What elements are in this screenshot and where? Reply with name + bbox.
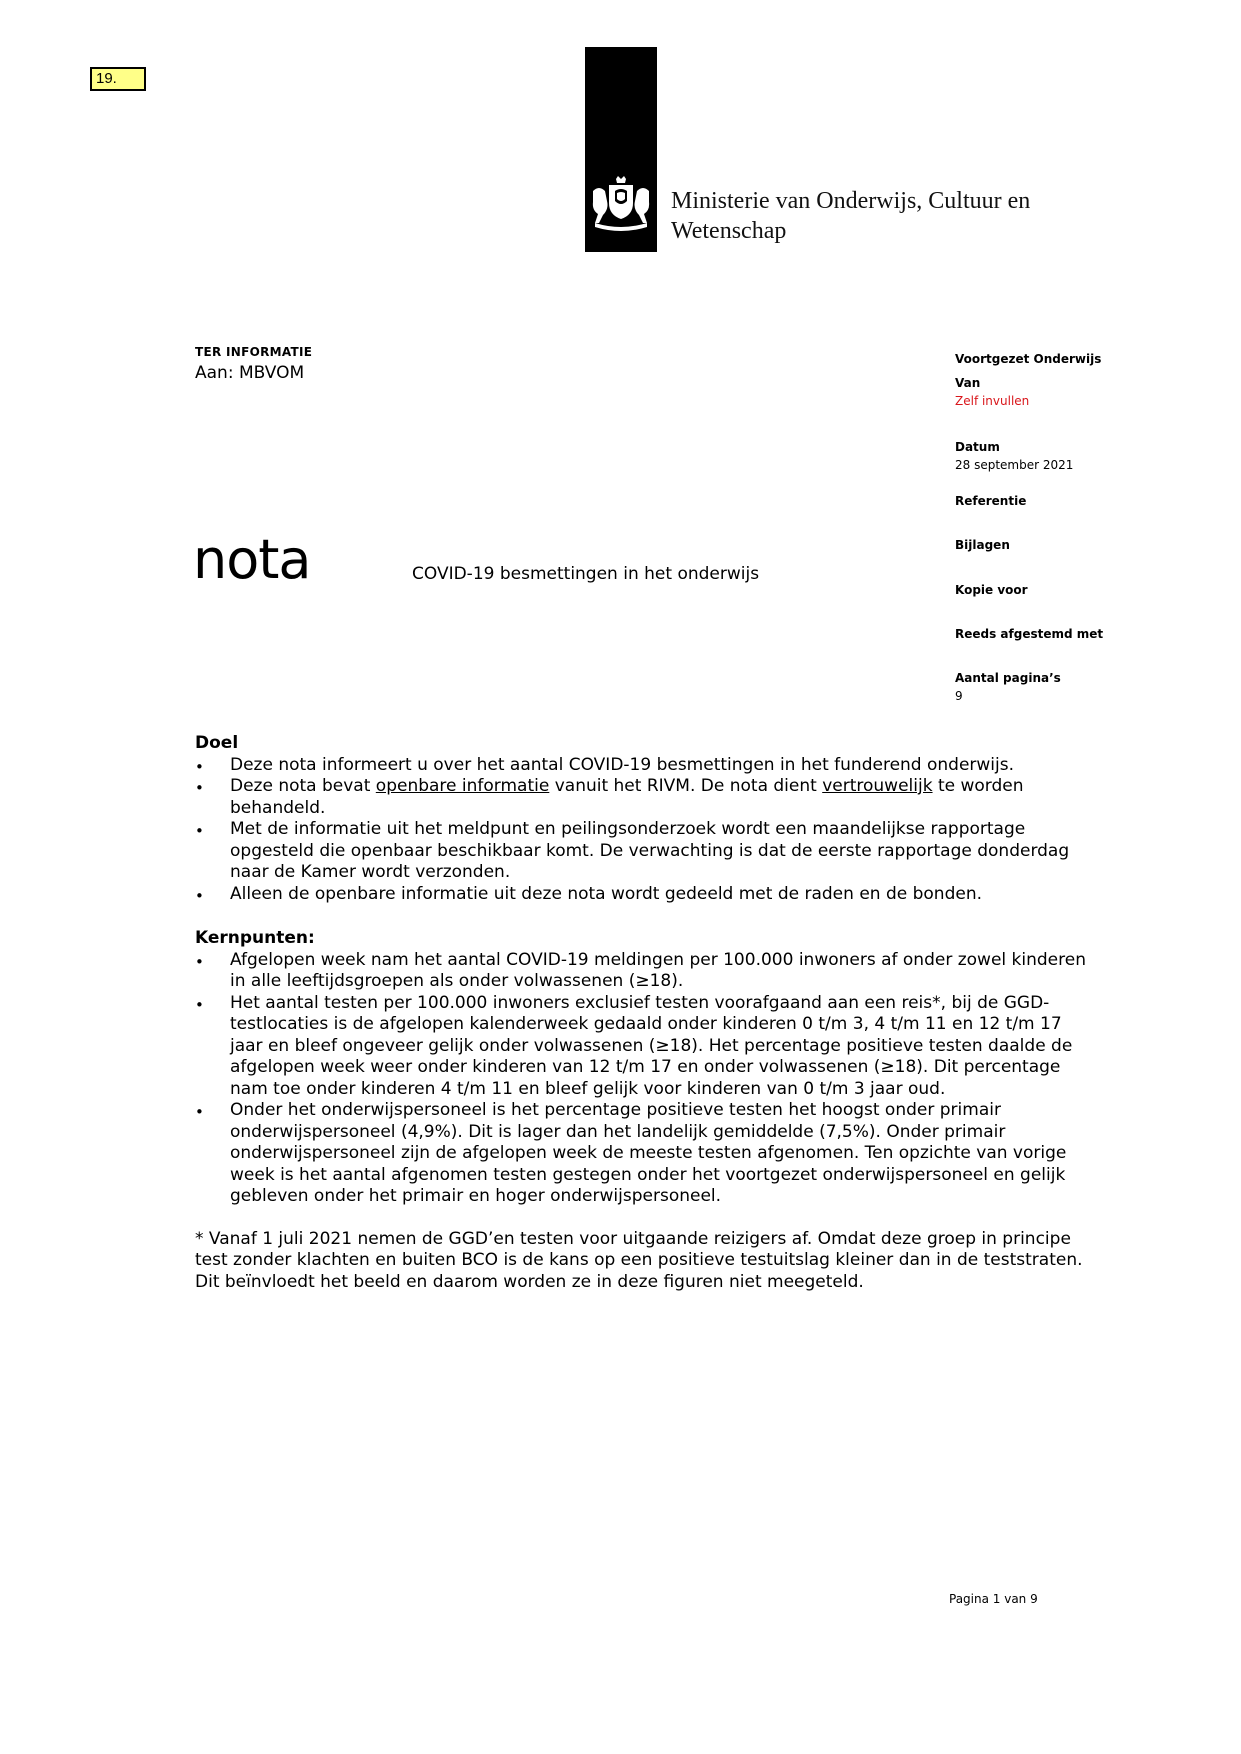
kernpunten-item-3: • Onder het onderwijspersoneel is het percentage positieve testen het hoogst onder primair onderwijspersoneel (4,9%). Dit is lager dan het landelijk gemiddelde (7,5%). Onder primair onderwijspersoneel zijn de afgelopen week de meeste testen afgenomen. Ten opzichte van vorige week is het aantal afgenomen testen gestegen onder het voortgezet onderwijspersoneel en gelijk gebleven onder het primair en hoger onderwijspersoneel. <box>195 1100 1095 1208</box>
ministry-name <box>671 186 1030 246</box>
meta-datum <box>955 440 1215 472</box>
meta-afgestemd <box>955 627 1215 641</box>
doel-item-2-mid: vanuit het RIVM. De nota dient <box>549 776 823 796</box>
meta-paginas-value: 9 <box>955 689 963 703</box>
meta-van-value: Zelf invullen <box>955 394 1030 408</box>
footnote: * Vanaf 1 juli 2021 nemen de GGD’en testen voor uitgaande reizigers af. Omdat deze groep in principe test zonder klachten en buiten BCO is de kans op een positieve testuitslag kleiner dan in de teststraten. Dit beïnvloedt het beeld en daarom worden ze in deze figuren niet meegeteld. <box>195 1228 1083 1292</box>
doel-item-2 <box>195 776 1095 819</box>
document-subject: COVID-19 besmettingen in het onderwijs <box>412 564 760 584</box>
page-number: Pagina 1 van 9 <box>949 1592 1038 1606</box>
rijksoverheid-logo-bar <box>585 47 657 252</box>
kernpunten-item-2: • Het aantal testen per 100.000 inwoners exclusief testen voorafgaand aan een reis*, bij de GGD-testlocaties is de afgelopen kalenderweek gedaald onder kinderen 0 t/m 3, 4 t/m 11 en 12 t/m 17 jaar en bleef ongeveer gelijk onder volwassenen (≥18). Het percentage positieve testen daalde de afgelopen week weer onder kinderen van 12 t/m 17 en onder volwassenen (≥18). Dit percentage nam toe onder kinderen 4 t/m 11 en bleef gelijk voor kinderen van 0 t/m 3 jaar oud. <box>195 993 1095 1101</box>
memo-body <box>195 733 1095 1310</box>
recipient: Aan: MBVOM <box>195 363 305 383</box>
openbare-informatie-underlined: openbare informatie <box>375 776 550 796</box>
meta-bijlagen-label: Bijlagen <box>955 538 1010 552</box>
royal-coat-of-arms-icon <box>589 175 653 231</box>
doel-item-2-post: te worden behandeld. <box>230 776 1024 818</box>
ministry-name-line1: Ministerie van Onderwijs, Cultuur en <box>671 188 1031 214</box>
meta-afgestemd-label: Reeds afgestemd met <box>955 627 1104 641</box>
meta-department-label: Voortgezet Onderwijs <box>955 352 1102 366</box>
document-number-stamp: 19. <box>90 67 146 91</box>
vertrouwelijk-underlined: vertrouwelijk <box>822 776 933 796</box>
meta-bijlagen <box>955 538 1215 552</box>
meta-paginas <box>955 671 1215 703</box>
document-type-title: nota <box>193 528 311 591</box>
doel-list <box>195 755 1095 906</box>
meta-kopie-label: Kopie voor <box>955 583 1028 597</box>
doel-item-1: • Deze nota informeert u over het aantal COVID-19 besmettingen in het funderend onderwijs. <box>195 755 1095 777</box>
ministry-name-line2: Wetenschap <box>671 218 787 244</box>
meta-datum-label: Datum <box>955 440 1000 454</box>
meta-department <box>955 352 1215 366</box>
kernpunten-list <box>195 950 1095 1208</box>
meta-van <box>955 376 1215 408</box>
meta-referentie <box>955 494 1215 508</box>
doel-item-3: • Met de informatie uit het meldpunt en peilingsonderzoek wordt een maandelijkse rapportage opgesteld die openbaar beschikbaar komt. De verwachting is dat de eerste rapportage donderdag naar de Kamer wordt verzonden. <box>195 819 1095 884</box>
meta-kopie <box>955 583 1215 597</box>
meta-referentie-label: Referentie <box>955 494 1027 508</box>
classification-label: TER INFORMATIE <box>195 345 313 359</box>
meta-paginas-label: Aantal pagina’s <box>955 671 1061 685</box>
doel-item-4: • Alleen de openbare informatie uit deze nota wordt gedeeld met de raden en de bonden. <box>195 884 1095 906</box>
kernpunten-heading: Kernpunten: <box>195 928 315 948</box>
doel-heading: Doel <box>195 733 239 753</box>
meta-datum-value: 28 september 2021 <box>955 458 1074 472</box>
kernpunten-item-1: • Afgelopen week nam het aantal COVID-19 meldingen per 100.000 inwoners af onder zowel kinderen in alle leeftijdsgroepen als onder volwassenen (≥18). <box>195 950 1095 993</box>
meta-van-label: Van <box>955 376 981 390</box>
doel-item-2-pre: Deze nota bevat <box>230 776 376 796</box>
